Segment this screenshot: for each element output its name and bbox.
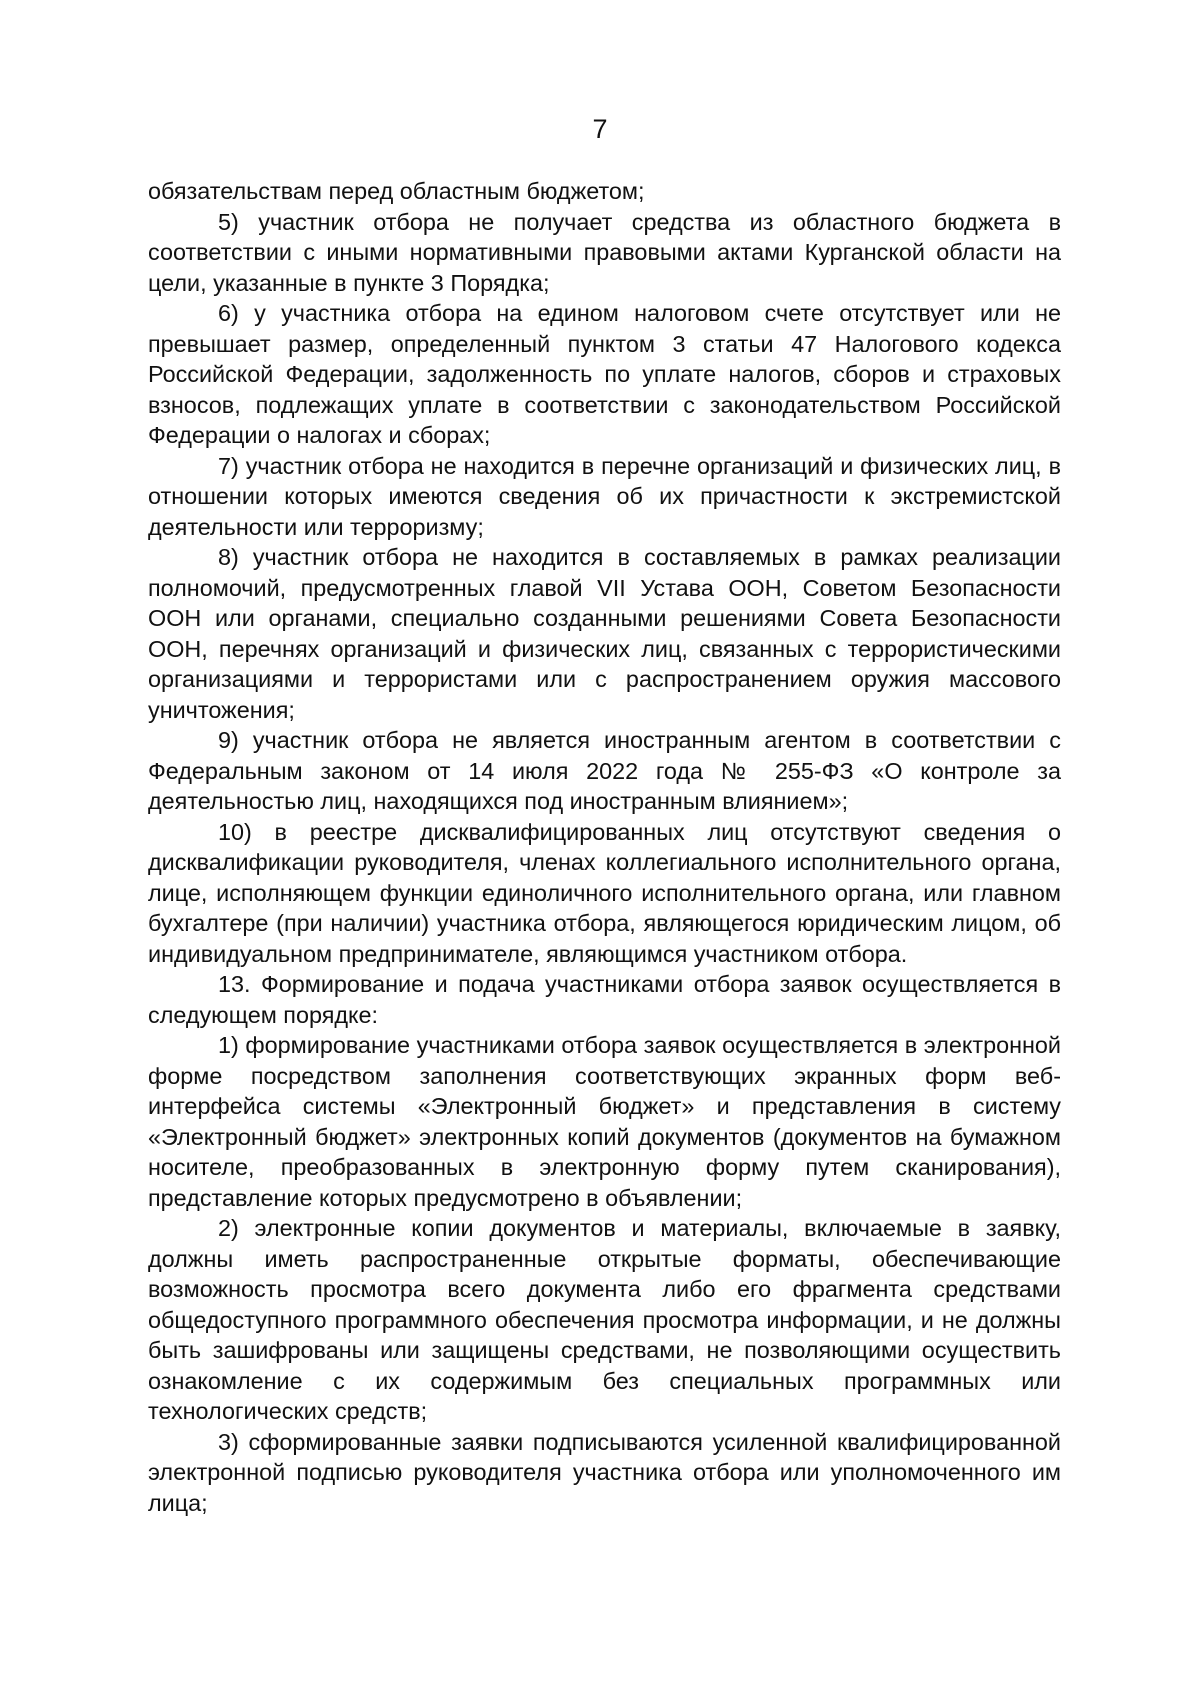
paragraph: 13. Формирование и подача участниками отбора заявок осуществляется в следующем порядке:: [148, 971, 1061, 1028]
paragraph: 3) сформированные заявки подписываются усиленной квалифицированной электронной подписью руководителя участника отбора или уполномоченного им лица;: [148, 1428, 1061, 1516]
paragraph: 9) участник отбора не является иностранным агентом в соответствии с Федеральным законом от 14 июля 2022 года № 255-ФЗ «О контроле за деятельностью лиц, находящихся под иностранным влиянием»;: [148, 727, 1061, 814]
paragraph: 5) участник отбора не получает средства из областного бюджета в соответствии с иными нормативными правовыми актами Курганской области на цели, указанные в пункте 3 Порядка;: [148, 208, 1061, 296]
document-body: [148, 176, 1061, 1518]
page-number: 7: [592, 114, 608, 144]
paragraph: 7) участник отбора не находится в перечне организаций и физических лиц, в отношении которых имеются сведения об их причастности к экстремистской деятельности или терроризму;: [148, 452, 1061, 540]
paragraph: 2) электронные копии документов и материалы, включаемые в заявку, должны иметь распространенные открытые форматы, обеспечивающие возможность просмотра всего документа либо его фрагмента средствами общедоступного программного обеспечения просмотра информации, и не должны быть зашифрованы или защищены средствами, не позволяющими осуществить ознакомление с их содержимым без специальных программных или технологических средств;: [148, 1215, 1061, 1424]
paragraph: 1) формирование участниками отбора заявок осуществляется в электронной форме посредством заполнения соответствующих экранных форм веб-интерфейса системы «Электронный бюджет» и представления в систему «Электронный бюджет» электронных копий документов (документов на бумажном носителе, преобразованных в электронную форму путем сканирования), представление которых предусмотрено в объявлении;: [148, 1032, 1061, 1211]
paragraph: обязательствам перед областным бюджетом;: [148, 178, 645, 204]
paragraph: 6) у участника отбора на едином налоговом счете отсутствует или не превышает размер, определенный пунктом 3 статьи 47 Налогового кодекса Российской Федерации, задолженность по уплате налогов, сборов и страховых взносов, подлежащих уплате в соответствии с законодательством Российской Федерации о налогах и сборах;: [148, 300, 1061, 448]
paragraph: 8) участник отбора не находится в составляемых в рамках реализации полномочий, предусмотренных главой VII Устава ООН, Советом Безопасности ООН или органами, специально созданными решениями Совета Безопасности ООН, перечнях организаций и физических лиц, связанных с террористическими организациями и террористами или с распространением оружия массового уничтожения;: [148, 544, 1061, 723]
paragraph: 10) в реестре дисквалифицированных лиц отсутствуют сведения о дисквалификации руководителя, членах коллегиального исполнительного органа, лице, исполняющем функции единоличного исполнительного органа, или главном бухгалтере (при наличии) участника отбора, являющегося юридическим лицом, об индивидуальном предпринимателе, являющимся участником отбора.: [148, 818, 1061, 967]
